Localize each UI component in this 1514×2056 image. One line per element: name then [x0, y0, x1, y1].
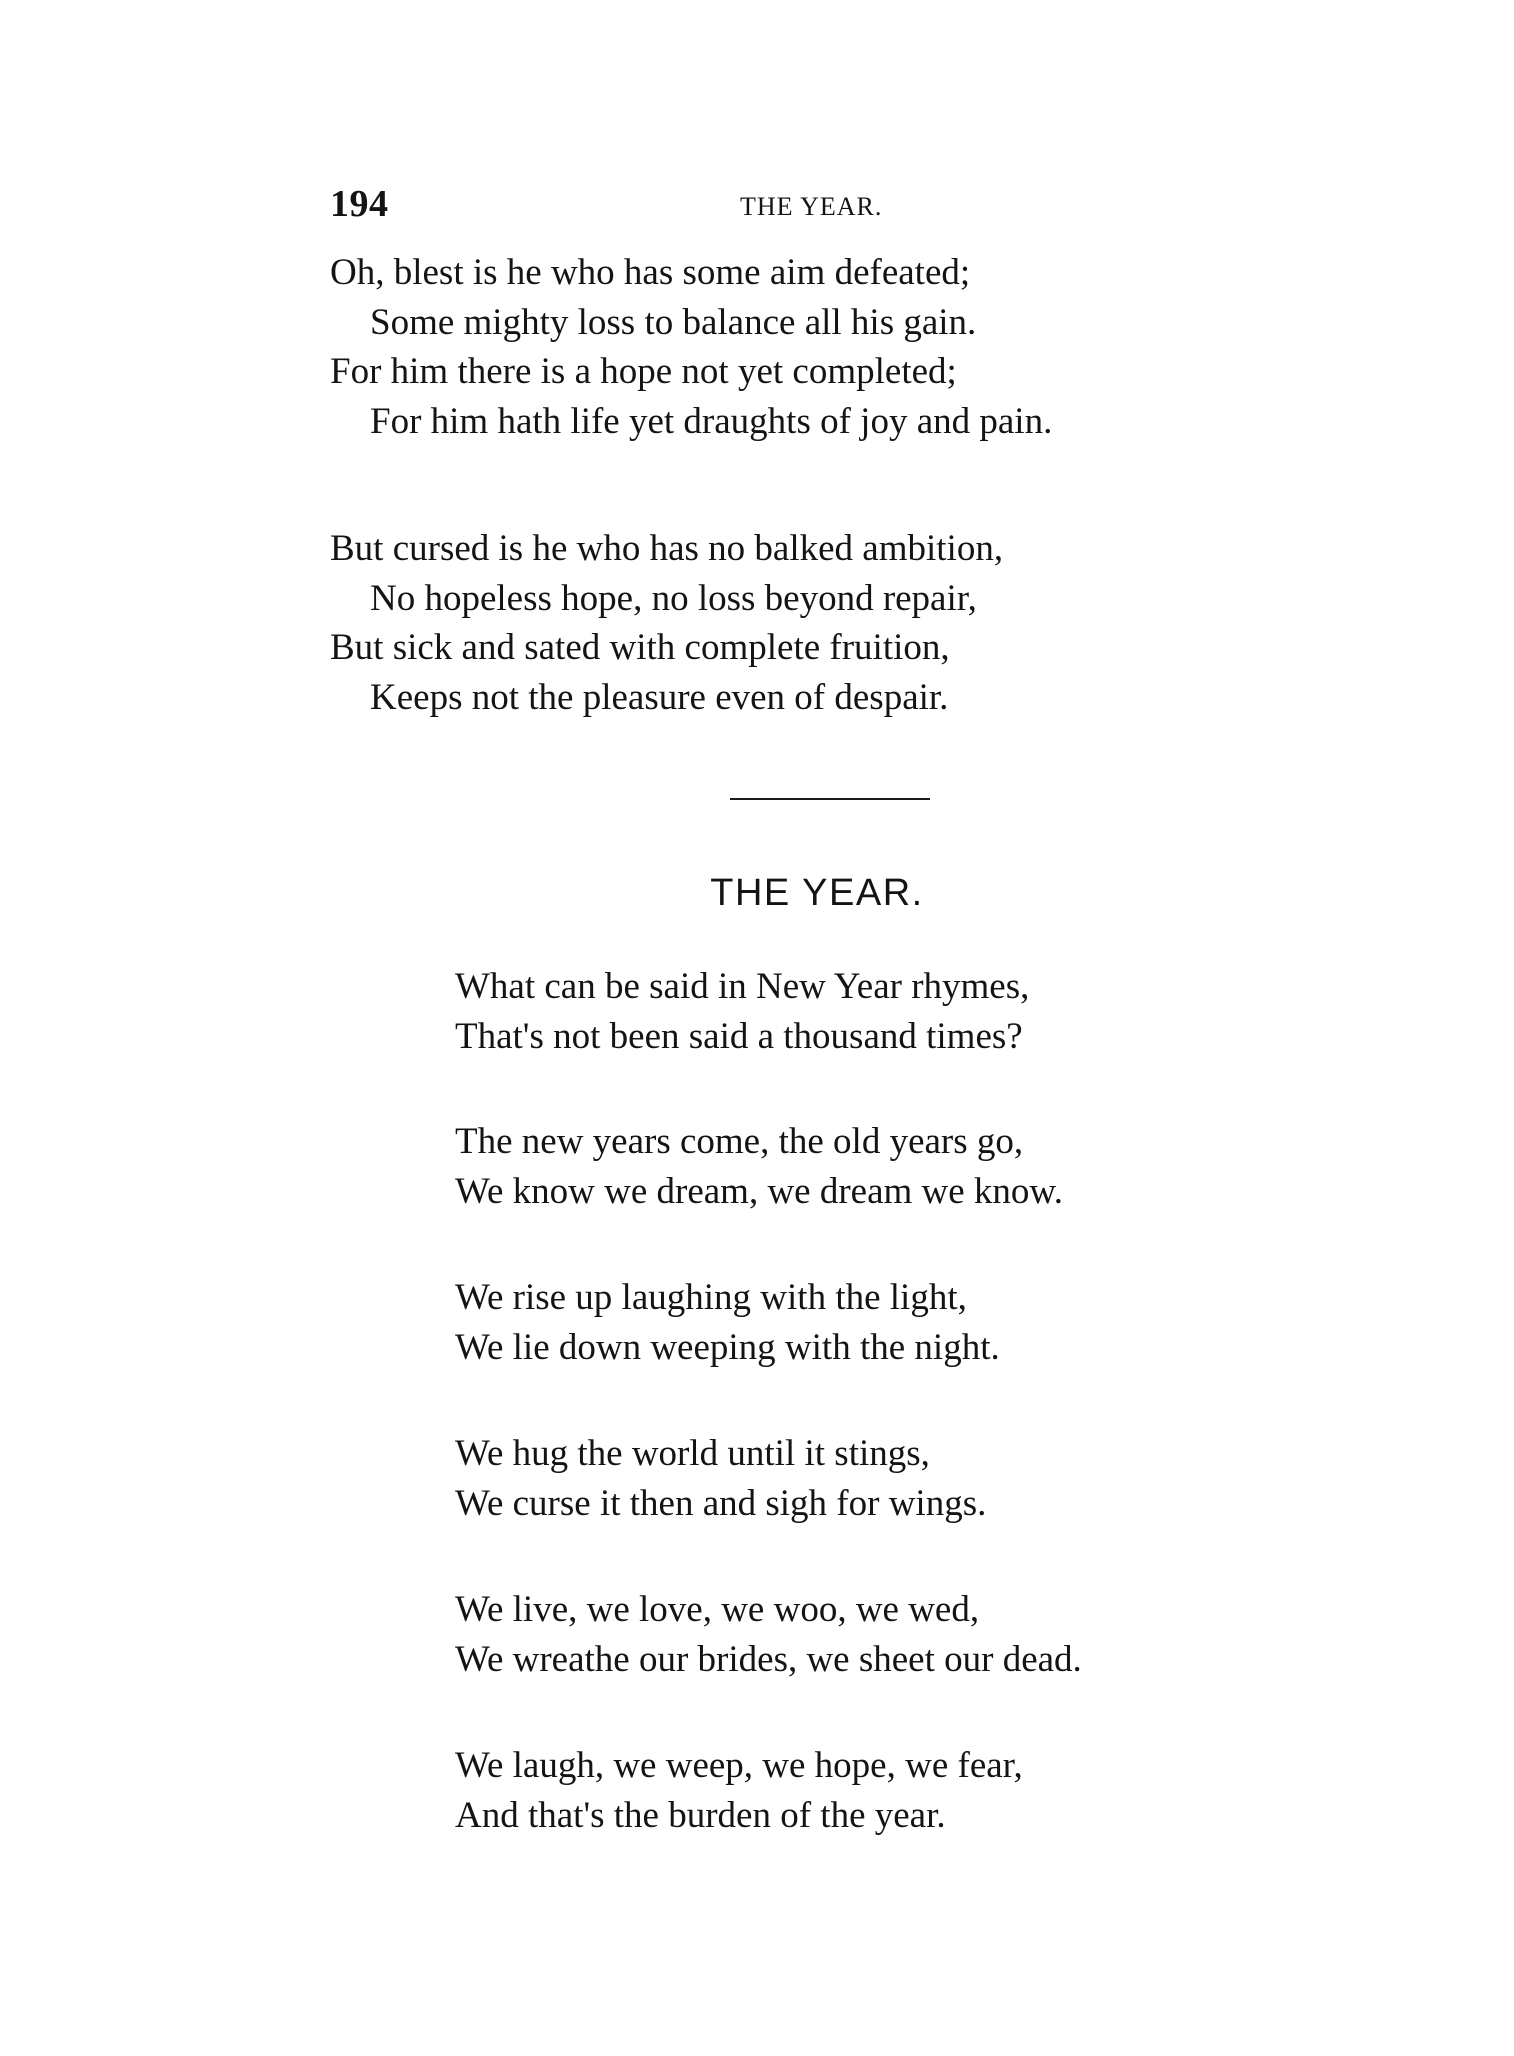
running-head [330, 182, 1180, 232]
poem-line: We lie down weeping with the night. [455, 1326, 1000, 1368]
poem-line: We wreathe our brides, we sheet our dead. [455, 1638, 1082, 1680]
poem-line: For him hath life yet draughts of joy and pain. [370, 400, 1053, 442]
poem-line: We curse it then and sigh for wings. [455, 1482, 987, 1524]
poem-title: THE YEAR. [710, 872, 924, 914]
running-title: THE YEAR. [740, 192, 883, 221]
poem-line: For him there is a hope not yet completed; [330, 351, 957, 392]
poem-line: And that's the burden of the year. [455, 1794, 946, 1836]
poem-line: Keeps not the pleasure even of despair. [370, 676, 949, 718]
poem-line: We know we dream, we dream we know. [455, 1170, 1063, 1212]
poem-line: What can be said in New Year rhymes, [455, 966, 1030, 1007]
stanza [330, 248, 1052, 446]
couplet [455, 1429, 986, 1528]
couplet [455, 1117, 1063, 1216]
poem-line: We rise up laughing with the light, [455, 1277, 967, 1318]
page-number: 194 [330, 183, 389, 225]
couplet [455, 1273, 1000, 1372]
poem-line: Some mighty loss to balance all his gain. [370, 301, 977, 343]
poem-line: We laugh, we weep, we hope, we fear, [455, 1745, 1023, 1786]
poem-line: That's not been said a thousand times? [455, 1015, 1023, 1057]
section-divider [730, 798, 930, 800]
couplet [455, 1585, 1082, 1684]
couplet [455, 1741, 1023, 1840]
poem-line: We live, we love, we woo, we wed, [455, 1589, 980, 1630]
stanza [330, 524, 1003, 722]
poem-line: But cursed is he who has no balked ambition, [330, 528, 1004, 569]
poem-line: No hopeless hope, no loss beyond repair, [370, 577, 977, 619]
poem-line: But sick and sated with complete fruition, [330, 627, 950, 668]
poem-line: We hug the world until it stings, [455, 1433, 930, 1474]
couplet [455, 962, 1029, 1061]
poem-line: Oh, blest is he who has some aim defeated; [330, 252, 971, 293]
poem-line: The new years come, the old years go, [455, 1121, 1024, 1162]
